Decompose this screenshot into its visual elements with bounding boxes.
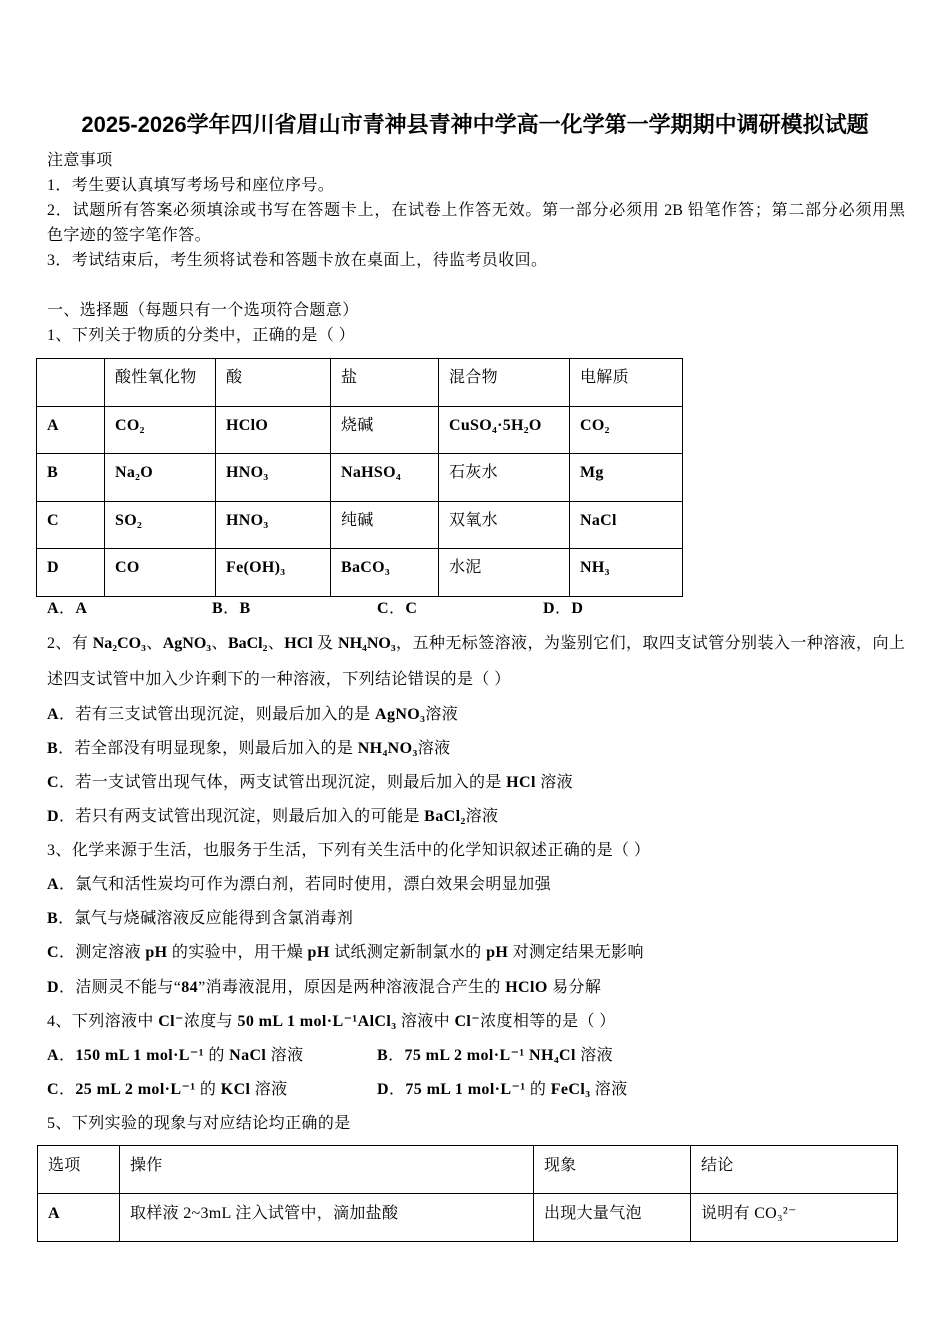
table-header-cell: 酸性氧化物 (105, 359, 216, 407)
latin-run: Fe(OH)₃ (226, 559, 286, 577)
latin-run: C (405, 600, 418, 617)
latin-run: Na₂CO₃ (92, 635, 146, 652)
table-cell (105, 501, 216, 549)
table-cell (439, 406, 570, 454)
latin-run: A (75, 600, 88, 617)
table-cell: 水泥 (439, 549, 570, 597)
question-stem-text: 下列实验的现象与对应结论均正确的是 (71, 1115, 351, 1132)
latin-run: B (47, 910, 59, 927)
latin-run: A (47, 876, 59, 893)
latin-run: NaHSO₄ (341, 464, 401, 482)
table-row (37, 501, 683, 549)
latin-run: pH (307, 944, 330, 961)
notice-item-2-line-2: 色字迹的签字笔作答。 (47, 227, 212, 244)
latin-run: B (239, 600, 251, 617)
notice-item-3: 3．考试结束后，考生须将试卷和答题卡放在桌面上，待监考员收回。 (47, 252, 548, 269)
latin-run: 150 mL 1 mol·L⁻¹ (75, 1047, 204, 1064)
table-cell (570, 406, 683, 454)
latin-run: A (47, 600, 59, 617)
latin-run: CO₂ (115, 416, 145, 434)
question-3-stem (47, 839, 650, 863)
latin-run: B (212, 600, 224, 617)
question-3-option-c: C．测定溶液 pH 的实验中，用干燥 pH 试纸测定新制氯水的 pH 对测定结果无影响 (47, 944, 644, 961)
latin-run: C (47, 774, 59, 791)
table-row (37, 549, 683, 597)
latin-run: Cl⁻ (454, 1013, 481, 1030)
table-cell (216, 406, 331, 454)
table-header-cell: 操作 (120, 1146, 534, 1194)
question-number: 2、 (47, 635, 72, 652)
question-1-option-a: A．A (47, 600, 88, 617)
table-header-cell: 选项 (38, 1146, 120, 1194)
table-cell: 烧碱 (331, 406, 439, 454)
question-4-option-a: A．150 mL 1 mol·L⁻¹ 的 NaCl 溶液 (47, 1047, 304, 1064)
latin-run: NaCl (580, 511, 617, 529)
table-cell: 说明有 CO₃²⁻ (691, 1194, 898, 1242)
row-label (38, 1194, 120, 1242)
notice-item-2-line-1: 2．试题所有答案必须填涂或书写在答题卡上，在试卷上作答无效。第一部分必须用 2B 铅笔作答；第二部分必须用黑 (47, 202, 905, 219)
table-cell (105, 406, 216, 454)
table-row (37, 454, 683, 502)
question-stem-text: 下列溶液中 Cl⁻浓度与 50 mL 1 mol·L⁻¹AlCl₃ 溶液中 Cl⁻浓度相等的是（ ） (71, 1013, 616, 1030)
table-cell: 取样液 2~3mL 注入试管中，滴加盐酸 (120, 1194, 534, 1242)
latin-run: C (47, 1081, 59, 1098)
latin-run: Mg (580, 464, 604, 482)
table-cell (105, 549, 216, 597)
table-header-cell: 酸 (216, 359, 331, 407)
latin-run: A (47, 1047, 59, 1064)
row-label (37, 454, 105, 502)
question-4-option-c: C．25 mL 2 mol·L⁻¹ 的 KCl 溶液 (47, 1081, 288, 1098)
latin-run: HClO (226, 416, 269, 434)
latin-run: pH (145, 944, 168, 961)
question-2-stem-line-1 (47, 632, 905, 656)
question-stem-text: 下列关于物质的分类中，正确的是（ ） (71, 327, 356, 344)
question-1-option-b: B．B (212, 600, 251, 617)
latin-run: CO₂ (580, 416, 610, 434)
table-header-cell: 结论 (691, 1146, 898, 1194)
question-4-option-d: D．75 mL 1 mol·L⁻¹ 的 FeCl₃ 溶液 (377, 1081, 628, 1098)
question-1-option-c: C．C (377, 600, 418, 617)
classification-table (36, 358, 683, 597)
table-cell (570, 501, 683, 549)
latin-run: C (47, 511, 59, 529)
question-3-option-d: D．洁厕灵不能与“84”消毒液混用，原因是两种溶液混合产生的 HClO 易分解 (47, 979, 602, 996)
latin-run: CO (115, 559, 140, 577)
latin-run: Cl⁻ (158, 1013, 184, 1030)
latin-run: A (47, 416, 59, 434)
latin-run: B (47, 464, 58, 482)
table-cell: 双氧水 (439, 501, 570, 549)
latin-run: pH (486, 944, 509, 961)
table-header-cell: 现象 (534, 1146, 691, 1194)
table-cell: 石灰水 (439, 454, 570, 502)
table-cell (570, 454, 683, 502)
latin-run: BaCl₂ (424, 808, 466, 825)
question-1-stem (47, 324, 355, 348)
table-corner-cell (37, 359, 105, 407)
latin-run: C (47, 944, 59, 961)
section-heading: 一、选择题（每题只有一个选项符合题意） (47, 302, 359, 319)
table-row (38, 1194, 898, 1242)
latin-run: B (47, 740, 59, 757)
latin-run: D (47, 979, 59, 996)
question-1-option-d: D．D (543, 600, 584, 617)
latin-run: 50 mL 1 mol·L⁻¹AlCl₃ (237, 1013, 397, 1030)
latin-run: HCl (284, 635, 313, 652)
latin-run: BaCO₃ (341, 559, 390, 577)
table-cell (331, 549, 439, 597)
latin-run: AgNO₃ (374, 706, 426, 723)
table-cell (331, 454, 439, 502)
question-4-stem (47, 1010, 616, 1034)
table-cell (570, 549, 683, 597)
table-header-row (38, 1146, 898, 1194)
question-3-option-a: A．氯气和活性炭均可作为漂白剂，若同时使用，漂白效果会明显加强 (47, 876, 551, 893)
latin-run: NH₄NO₃ (338, 635, 396, 652)
experiment-table (37, 1145, 898, 1242)
latin-run: HCl (506, 774, 536, 791)
question-4-option-b: B．75 mL 2 mol·L⁻¹ NH₄Cl 溶液 (377, 1047, 614, 1064)
latin-run: NaCl (229, 1047, 267, 1064)
question-number: 3、 (47, 842, 72, 859)
question-5-stem (47, 1112, 351, 1136)
table-header-cell: 盐 (331, 359, 439, 407)
latin-run: 75 mL 1 mol·L⁻¹ (405, 1081, 526, 1098)
question-stem-text: 有 Na₂CO₃、AgNO₃、BaCl₂、HCl 及 NH₄NO₃，五种无标签溶液，为鉴别它们，取四支试管分别装入一种溶液，向上 (71, 635, 905, 652)
table-header-row (37, 359, 683, 407)
latin-run: B (377, 1047, 389, 1064)
row-label (37, 549, 105, 597)
latin-run: CuSO₄·5H₂O (449, 416, 542, 434)
latin-run: D (47, 559, 59, 577)
notice-item-1: 1．考生要认真填写考场号和座位序号。 (47, 177, 335, 194)
question-2-stem-line-2: 述四支试管中加入少许剩下的一种溶液，下列结论错误的是（ ） (47, 671, 511, 688)
page-title: 2025-2026学年四川省眉山市青神县青神中学高一化学第一学期期中调研模拟试题 (81, 112, 869, 137)
table-cell: 纯碱 (331, 501, 439, 549)
latin-run: NH₄NO₃ (357, 740, 418, 757)
table-cell: 出现大量气泡 (534, 1194, 691, 1242)
table-header-cell: 混合物 (439, 359, 570, 407)
table-header-cell: 电解质 (570, 359, 683, 407)
latin-run: NH₃ (580, 559, 610, 577)
table-cell (216, 501, 331, 549)
question-2-option-b: B．若全部没有明显现象，则最后加入的是 NH₄NO₃溶液 (47, 740, 451, 757)
latin-run: HNO₃ (226, 464, 269, 482)
latin-run: A (48, 1205, 60, 1222)
latin-run: FeCl₃ (550, 1081, 591, 1098)
question-number: 1、 (47, 327, 72, 344)
latin-run: A (47, 706, 59, 723)
latin-run: AgNO₃ (162, 635, 212, 652)
question-stem-text: 化学来源于生活，也服务于生活，下列有关生活中的化学知识叙述正确的是（ ） (71, 842, 651, 859)
latin-run: D (571, 600, 584, 617)
latin-run: KCl (220, 1081, 251, 1098)
latin-run: SO₂ (115, 511, 143, 529)
latin-run: 75 mL 2 mol·L⁻¹ NH₄Cl (404, 1047, 576, 1064)
table-cell (105, 454, 216, 502)
latin-run: C (377, 600, 389, 617)
latin-run: D (377, 1081, 389, 1098)
question-2-option-c: C．若一支试管出现气体，两支试管出现沉淀，则最后加入的是 HCl 溶液 (47, 774, 574, 791)
latin-run: HNO₃ (226, 511, 269, 529)
row-label (37, 501, 105, 549)
question-number: 5、 (47, 1115, 72, 1132)
question-3-option-b: B．氯气与烧碱溶液反应能得到含氯消毒剂 (47, 910, 354, 927)
table-row (37, 406, 683, 454)
row-label (37, 406, 105, 454)
latin-run: Na₂O (115, 464, 153, 482)
question-2-option-d: D．若只有两支试管出现沉淀，则最后加入的可能是 BaCl₂溶液 (47, 808, 499, 825)
notice-heading: 注意事项 (47, 152, 113, 169)
table-cell (216, 549, 331, 597)
question-2-option-a: A．若有三支试管出现沉淀，则最后加入的是 AgNO₃溶液 (47, 706, 459, 723)
latin-run: 25 mL 2 mol·L⁻¹ (75, 1081, 196, 1098)
latin-run: D (543, 600, 555, 617)
latin-run: HClO (505, 979, 548, 996)
latin-run: BaCl₂ (227, 635, 268, 652)
latin-run: 84 (181, 979, 199, 996)
latin-run: D (47, 808, 59, 825)
table-cell (216, 454, 331, 502)
question-number: 4、 (47, 1013, 72, 1030)
